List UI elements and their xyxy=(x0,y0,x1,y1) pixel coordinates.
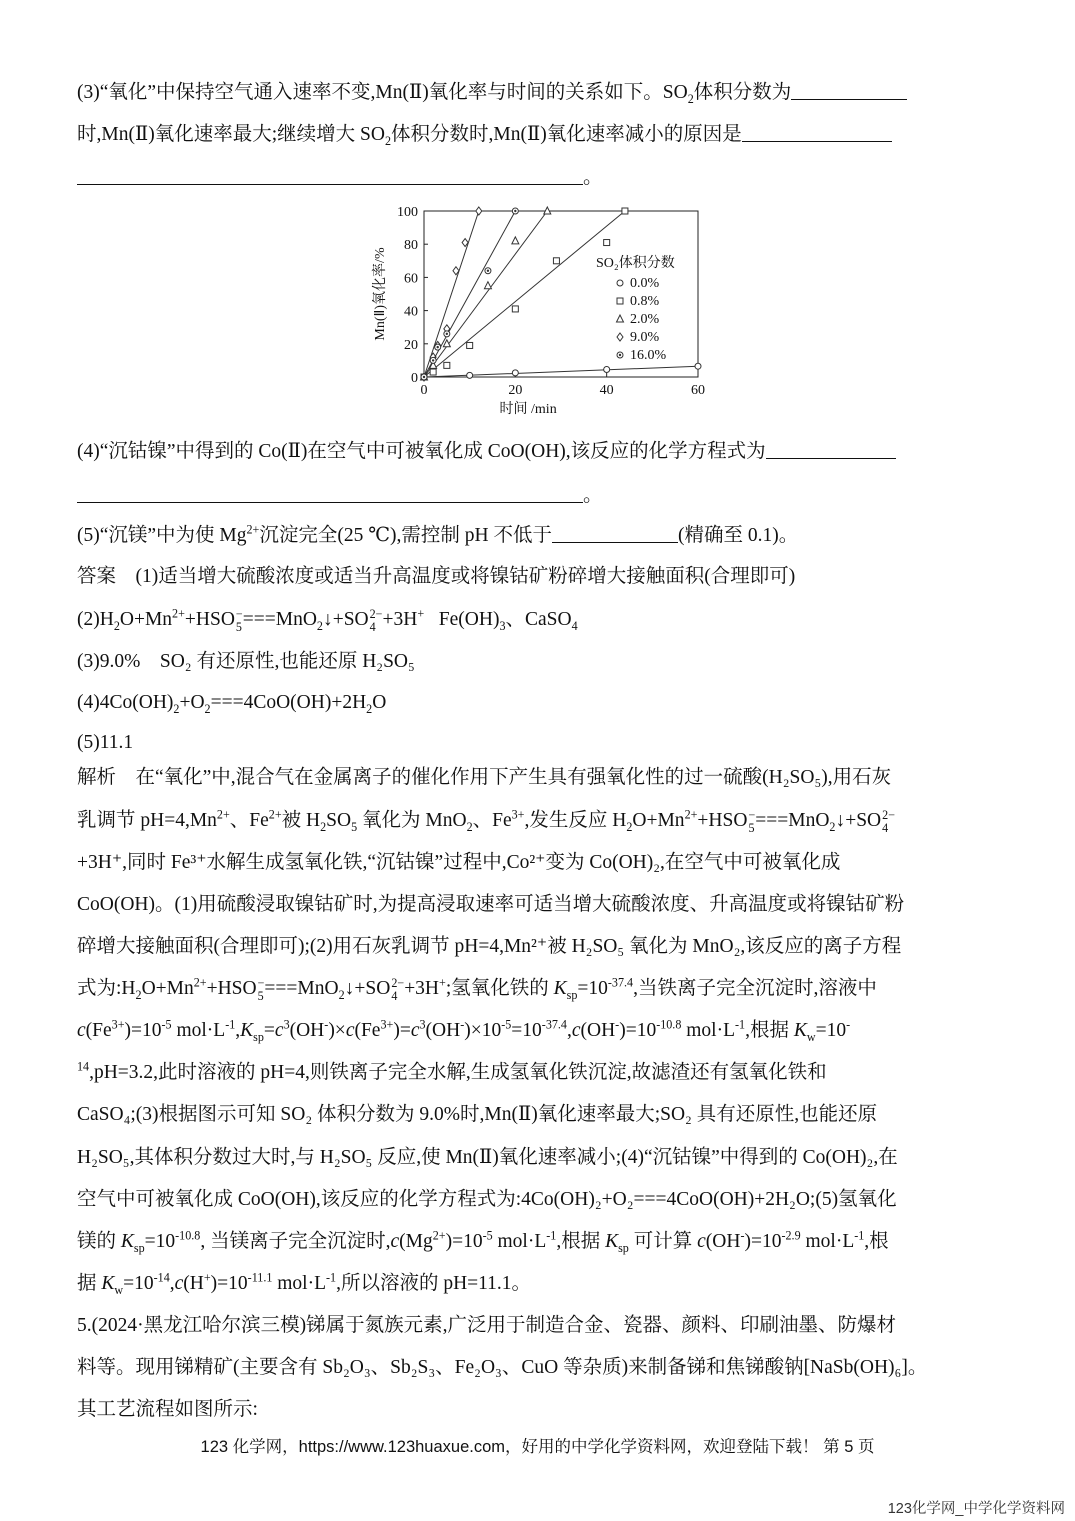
answer-blank[interactable] xyxy=(77,482,583,503)
question-5-line: 其工艺流程如图所示: xyxy=(77,1399,258,1420)
y-axis-label: Mn(Ⅱ)氧化率/% xyxy=(373,247,388,341)
x-tick-label: 40 xyxy=(599,383,614,398)
answer-2: $(2)H_2O+Mn^{2+}+HSO$ − 5 ===MnO$_2$↓+SO 2− 4 +3H+ $Fe(OH)_3$、CaSO$_4$ xyxy=(77,606,578,634)
legend-label: 16.0% xyxy=(630,348,667,363)
data-point-core xyxy=(487,270,489,272)
series-line-2 xyxy=(424,211,547,377)
legend-marker xyxy=(617,333,623,341)
answer-3: (3)9.0% SO₂ 有还原性,也能还原 H₂SO₅ xyxy=(77,651,415,672)
answer-blank[interactable] xyxy=(766,438,896,459)
data-point xyxy=(476,207,482,215)
question-5-line: 料等。现用锑精矿(主要含有 Sb₂O₃、Sb₂S₃、Fe₂O₃、CuO 等杂质)来制备锑和焦锑酸钠[NaSb(OH)₆]。 xyxy=(77,1357,928,1378)
y-tick-label: 20 xyxy=(404,337,418,353)
analysis-line: 碎增大接触面积(合理即可);(2)用石灰乳调节 pH=4,Mn²⁺被 H₂SO₅ 氧化为 MnO₂,该反应的离子方程 xyxy=(77,936,902,957)
analysis-line: H₂SO₅,其体积分数过大时,与 H₂SO₅ 反应,使 Mn(Ⅱ)氧化速率减小;(4)“沉钴镍”中得到的 Co(OH)₂,在 xyxy=(77,1147,898,1168)
oxidation-rate-chart xyxy=(360,196,720,426)
answer-blank[interactable] xyxy=(77,164,583,185)
y-tick-label: 40 xyxy=(404,304,418,320)
data-point-core xyxy=(423,376,425,378)
series-line-4 xyxy=(424,211,515,377)
legend-label: 0.0% xyxy=(630,276,660,291)
y-tick-label: 80 xyxy=(404,238,418,254)
data-point xyxy=(695,363,701,369)
answer-5: (5)11.1 xyxy=(77,732,134,753)
analysis-line: 空气中可被氧化成 CoO(OH),该反应的化学方程式为:4Co(OH)₂+O₂===4CoO(OH)+2H₂O;(5)氢氧化 xyxy=(77,1189,897,1210)
data-point xyxy=(604,240,610,246)
legend-label: 2.0% xyxy=(630,312,660,327)
data-point xyxy=(430,369,436,375)
q3-line1: (3)“氧化”中保持空气通入速率不变,Mn(Ⅱ)氧化率与时间的关系如下。$SO_2$体积分数为 xyxy=(77,79,907,106)
data-point-core xyxy=(514,210,516,212)
data-point xyxy=(512,237,519,244)
legend-marker xyxy=(617,315,624,322)
data-point-core xyxy=(437,346,439,348)
legend-label: 0.8% xyxy=(630,294,660,309)
series-line-3 xyxy=(424,211,479,377)
data-point xyxy=(512,370,518,376)
analysis-line: 镁的 $K_{sp}=10^{-10.8}$, 当镁离子完全沉淀时$,c(Mg^{2+})=10^{-5}$ $mol\cdot L^{-1}$,根据 $K_{sp}$ 可计算 $c(OH^-)=10^{-2.9}$ $mol\cdot L^{-1}$,根 xyxy=(77,1228,889,1255)
legend-marker xyxy=(617,280,623,286)
x-tick-label: 20 xyxy=(508,383,523,398)
series-line-0 xyxy=(424,366,698,377)
y-tick-label: 100 xyxy=(397,205,418,220)
analysis-line: +3H⁺,同时 Fe³⁺水解生成氢氧化铁,“沉钴镍”过程中,Co²⁺变为 Co(OH)₂,在空气中可被氧化成 xyxy=(77,852,841,873)
analysis-line: 据 $K_w=10^{-14},c(H^+)=10^{-11.1}$ $mol\cdot L^{-1}$,所以溶液的 pH=11.1。 xyxy=(77,1270,532,1297)
data-point xyxy=(444,362,450,368)
q5-line: (5)“沉镁”中为使 $Mg^{2+}$沉淀完全(25 ℃),需控制 pH 不低于 (精确至 0.1)。 xyxy=(77,522,799,546)
analysis-line: 式为$:H_2O+Mn^{2+}+HSO$ − 5 ===MnO$_2$↓+SO 2− 4 +3H+;氢氧化铁的 $K_{sp}=10^{-37.4}$,当铁离子完全沉淀时,溶液中 xyxy=(77,975,877,1003)
q4-line1: (4)“沉钴镍”中得到的 Co(Ⅱ)在空气中可被氧化成 CoO(OH),该反应的化学方程式为 xyxy=(77,438,896,465)
data-point xyxy=(467,372,473,378)
watermark: 123化学网_中学化学资料网 xyxy=(887,1501,1065,1517)
analysis-line: 乳调节 $pH=4,Mn^{2+}$、$Fe^{2+}$被 $H_2SO_5$ 氧化为 MnO$_2$、$Fe^{3+}$,发生反应 $H_2O+Mn^{2+}+HSO$ − 5 ===MnO$_2$↓+SO 2− 4 xyxy=(77,807,896,835)
analysis-line: CoO(OH)。(1)用硫酸浸取镍钴矿时,为提高浸取速率可适当增大硫酸浓度、升高温度或将镍钴矿粉 xyxy=(77,894,905,915)
q3-line3: 。 xyxy=(77,164,603,191)
data-point xyxy=(622,208,628,214)
answer-blank[interactable] xyxy=(791,79,907,100)
q4-line2: 。 xyxy=(77,482,603,509)
data-point xyxy=(553,258,559,264)
analysis-line: 解析 在“氧化”中,混合气在金属离子的催化作用下产生具有强氧化性的过一硫酸(H₂SO₅),用石灰 xyxy=(77,767,892,788)
legend-label: 9.0% xyxy=(630,330,660,345)
data-point-core xyxy=(432,359,434,361)
q3-line2: 时,Mn(Ⅱ)氧化速率最大;继续增大 $SO_2$体积分数时,Mn(Ⅱ)氧化速率减小的原因是 xyxy=(77,121,892,148)
data-point xyxy=(467,342,473,348)
data-point xyxy=(512,306,518,312)
series-line-1 xyxy=(424,211,625,377)
answer-4: $(4)4Co(OH)_2+O_2===4CoO(OH)+2H_2O$ xyxy=(77,692,387,716)
data-point xyxy=(484,282,491,289)
question-5-line: 5.(2024·黑龙江哈尔滨三模)锑属于氮族元素,广泛用于制造合金、瓷器、颜料、印刷油墨、防爆材 xyxy=(77,1315,896,1336)
y-tick-label: 60 xyxy=(404,271,418,287)
y-tick-label: 0 xyxy=(411,371,418,386)
analysis-line: $^{14}$,pH=3.2,此时溶液的 pH=4,则铁离子完全水解,生成氢氧化铁沉淀,故滤渣还有氢氧化铁和 xyxy=(77,1059,827,1083)
data-point xyxy=(604,367,610,373)
x-axis-label: 时间 /min xyxy=(499,402,557,417)
data-point-core xyxy=(446,333,448,335)
answer-1: 答案 (1)适当增大硫酸浓度或适当升高温度或将镍钴矿粉碎增大接触面积(合理即可) xyxy=(77,566,796,587)
analysis-line: $c(Fe^{3+})=10^{-5}$ $mol\cdot L^{-1},K_{sp}=c^3(OH^-)\times c(Fe^{3+})=c^3(OH^-)\times 10^{-5}=10^{-37.4},c(OH^-)=10^{-10.8}$ $mol\cdot L^{-1}$,根据 $K_w=10^-$ xyxy=(77,1017,851,1044)
analysis-line: CaSO₄;(3)根据图示可知 SO₂ 体积分数为 9.0%时,Mn(Ⅱ)氧化速率最大;SO₂ 具有还原性,也能还原 xyxy=(77,1104,878,1125)
legend-title: SO₂体积分数 xyxy=(596,256,675,271)
answer-blank[interactable] xyxy=(742,121,892,142)
legend-marker xyxy=(617,298,623,304)
x-tick-label: 0 xyxy=(420,383,428,398)
legend-marker-core xyxy=(619,354,621,356)
page-footer: 123 化学网，https://www.123huaxue.com，好用的中学化学资料网，欢迎登陆下载！ 第 5 页 xyxy=(200,1438,875,1456)
answer-blank[interactable] xyxy=(552,522,678,543)
x-tick-label: 60 xyxy=(691,383,705,398)
